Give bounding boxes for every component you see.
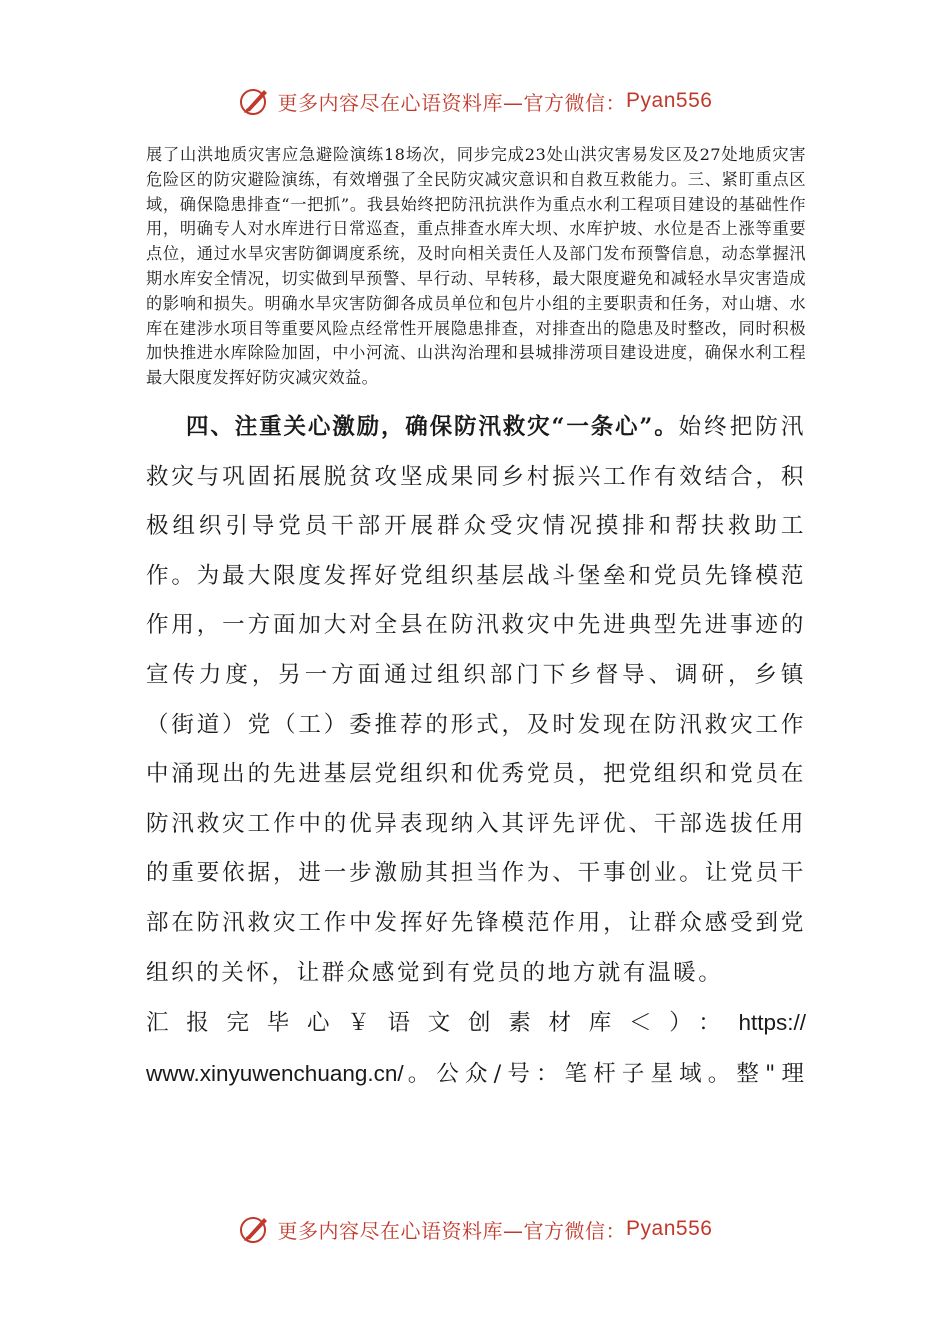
section4-body: 始终把防汛救灾与巩固拓展脱贫攻坚成果同乡村振兴工作有效结合，积极组织引导党员干部开展群众受灾情况摸排和帮扶救助工作。为最大限度发挥好党组织基层战斗堡垒和党员先锋模范作用，一方面加大对全县在防汛救灾中先进典型先进事迹的宣传力度，另一方面通过组织部门下乡督导、调研，乡镇（街道）党（工）委推荐的形式，及时发现在防汛救灾工作中涌现出的先进基层党组织和优秀党员，把党组织和党员在防汛救灾工作中的优异表现纳入其评先评优、干部选拔任用的重要依据，进一步激励其担当作为、干事创业。让党员干部在防汛救灾工作中发挥好先锋模范作用，让群众感受到党组织的关怀，让群众感觉到有党员的地方就有温暖。	[146, 413, 806, 986]
quill-logo-icon	[238, 84, 272, 118]
footer-note-text-1: 汇报完毕心￥语文创素材库＜）：	[146, 1010, 739, 1037]
footer-note-line-2	[146, 1049, 806, 1100]
banner-wechat-id: Pyan556	[626, 1217, 713, 1240]
footer-note	[146, 998, 806, 1099]
banner-wechat-id: Pyan556	[626, 89, 713, 112]
banner-text: 更多内容尽在心语资料库—官方微信：	[277, 90, 627, 115]
section4-heading: 四、注重关心激励，确保防汛救灾“一条心”。	[186, 413, 679, 440]
quill-logo-icon	[238, 1212, 272, 1246]
banner-text: 更多内容尽在心语资料库—官方微信：	[277, 1218, 627, 1243]
footer-note-url-2: www.xinyuwenchuang.cn/	[146, 1060, 404, 1086]
footer-watermark-banner	[0, 1212, 950, 1246]
paragraph-section4	[146, 403, 806, 998]
footer-note-text-2: 。公众/号：笔杆子星域。整"理	[403, 1060, 806, 1087]
footer-note-line-1	[146, 998, 806, 1049]
document-body	[146, 143, 806, 1099]
paragraph-section3: 展了山洪地质灾害应急避险演练18场次，同步完成23处山洪灾害易发区及27处地质灾害危险区的防灾避险演练，有效增强了全民防灾减灾意识和自救互救能力。三、紧盯重点区域，确保隐患排查“一把抓”。我县始终把防汛抗洪作为重点水利工程项目建设的基础性作用，明确专人对水库进行日常巡查，重点排查水库大坝、水库护坡、水位是否上涨等重要点位，通过水旱灾害防御调度系统，及时向相关责任人及部门发布预警信息，动态掌握汛期水库安全情况，切实做到早预警、早行动、早转移，最大限度避免和减轻水旱灾害造成的影响和损失。明确水旱灾害防御各成员单位和包片小组的主要职责和任务，对山塘、水库在建涉水项目等重要风险点经常性开展隐患排查，对排查出的隐患及时整改，同时积极加快推进水库除险加固，中小河流、山洪沟治理和县城排涝项目建设进度，确保水利工程最大限度发挥好防灾减灾效益。	[146, 145, 806, 388]
footer-note-url-1: https://	[738, 1010, 806, 1036]
header-watermark-banner	[0, 84, 950, 118]
